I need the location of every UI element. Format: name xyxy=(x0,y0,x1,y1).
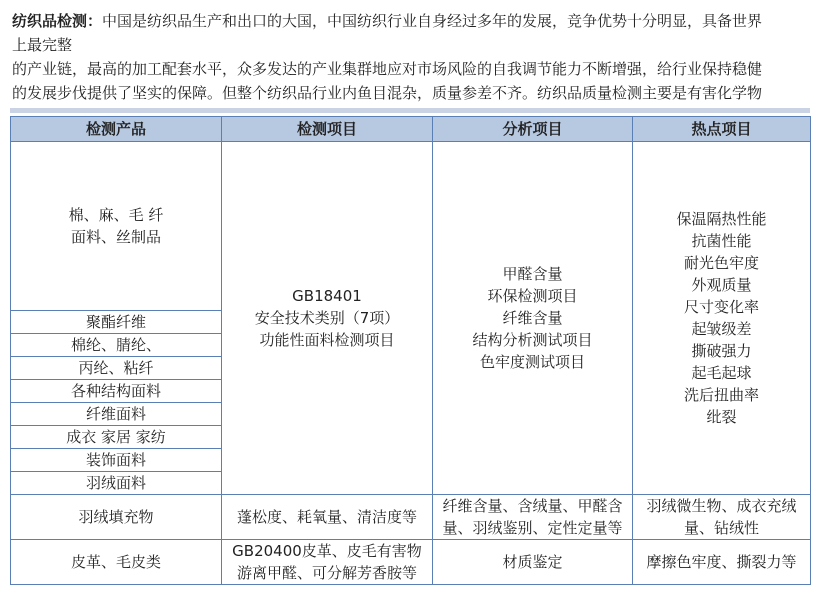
table-row xyxy=(11,540,811,585)
analysis-item: 色牢度测试项目 xyxy=(479,353,585,371)
product-cell-fabrics xyxy=(11,142,222,311)
header-products: 检测产品 xyxy=(11,117,222,142)
hot-item: 尺寸变化率 xyxy=(683,298,759,316)
product-text: 面料、丝制品 xyxy=(70,228,161,246)
intro-line-1 xyxy=(12,9,812,33)
hot-item: 纰裂 xyxy=(706,408,737,426)
hot-item: 起皱级差 xyxy=(691,320,752,338)
intro-paragraph xyxy=(12,9,812,105)
product-cell-leather: 皮革、毛皮类 xyxy=(11,540,222,585)
intro-line-2: 上最完整 xyxy=(12,36,73,54)
analysis-item: 结构分析测试项目 xyxy=(472,331,593,349)
test-cell-leather xyxy=(222,540,433,585)
table-row xyxy=(11,495,811,540)
analysis-cell-leather: 材质鉴定 xyxy=(433,540,633,585)
product-cell: 聚酯纤维 xyxy=(11,311,222,334)
product-cell: 成衣 家居 家纺 xyxy=(11,426,222,449)
hot-item: 洗后扭曲率 xyxy=(683,386,759,404)
product-cell: 丙纶、粘纤 xyxy=(11,357,222,380)
analysis-text: 量、羽绒鉴别、定性定量等 xyxy=(442,519,623,537)
analysis-items-cell xyxy=(433,142,633,495)
analysis-item: 纤维含量 xyxy=(502,309,563,327)
intro-text-1: 中国是纺织品生产和出口的大国，中国纺织行业自身经过多年的发展，竞争优势十分明显，具备世界 xyxy=(102,12,763,30)
product-text: 棉、麻、毛 纤 xyxy=(68,206,164,224)
analysis-item: 环保检测项目 xyxy=(487,287,578,305)
hot-item: 抗菌性能 xyxy=(691,232,752,250)
test-item: GB18401 xyxy=(292,287,362,305)
hot-text: 羽绒微生物、成衣充绒 xyxy=(646,497,797,515)
hot-items-cell xyxy=(633,142,811,495)
table-header-row xyxy=(11,117,811,142)
testing-table xyxy=(10,116,811,585)
test-text: 游离甲醛、可分解芳香胺等 xyxy=(236,564,417,582)
hot-cell-down xyxy=(633,495,811,540)
header-test-items: 检测项目 xyxy=(222,117,433,142)
analysis-cell-down xyxy=(433,495,633,540)
analysis-item: 甲醛含量 xyxy=(502,265,563,283)
analysis-text: 纤维含量、含绒量、甲醛含 xyxy=(442,497,623,515)
product-cell-down-filling: 羽绒填充物 xyxy=(11,495,222,540)
table-row xyxy=(11,142,811,311)
hot-item: 起毛起球 xyxy=(691,364,752,382)
hot-cell-leather: 摩擦色牢度、撕裂力等 xyxy=(633,540,811,585)
test-cell-down: 蓬松度、耗氧量、清洁度等 xyxy=(222,495,433,540)
hot-item: 撕破强力 xyxy=(691,342,752,360)
section-divider xyxy=(10,108,810,113)
intro-line-4: 的发展步伐提供了坚实的保障。但整个纺织品行业内鱼目混杂，质量参差不齐。纺织品质量检测主要是有害化学物 xyxy=(12,84,763,102)
product-cell: 各种结构面料 xyxy=(11,380,222,403)
intro-line-3: 的产业链，最高的加工配套水平，众多发达的产业集群地应对市场风险的自我调节能力不断增强，给行业保持稳健 xyxy=(12,60,763,78)
product-cell: 棉纶、腈纶、 xyxy=(11,334,222,357)
test-item: 安全技术类别（7项） xyxy=(254,309,400,327)
product-cell: 纤维面料 xyxy=(11,403,222,426)
header-hot-items: 热点项目 xyxy=(633,117,811,142)
product-cell: 装饰面料 xyxy=(11,449,222,472)
hot-text: 量、钻绒性 xyxy=(683,519,759,537)
test-item: 功能性面料检测项目 xyxy=(259,331,395,349)
hot-item: 外观质量 xyxy=(691,276,752,294)
test-text: GB20400皮革、皮毛有害物 xyxy=(232,542,422,560)
intro-title: 纺织品检测： xyxy=(12,12,103,30)
hot-item: 保温隔热性能 xyxy=(676,210,767,228)
hot-item: 耐光色牢度 xyxy=(683,254,759,272)
test-items-cell xyxy=(222,142,433,495)
product-cell: 羽绒面料 xyxy=(11,472,222,495)
header-analysis-items: 分析项目 xyxy=(433,117,633,142)
